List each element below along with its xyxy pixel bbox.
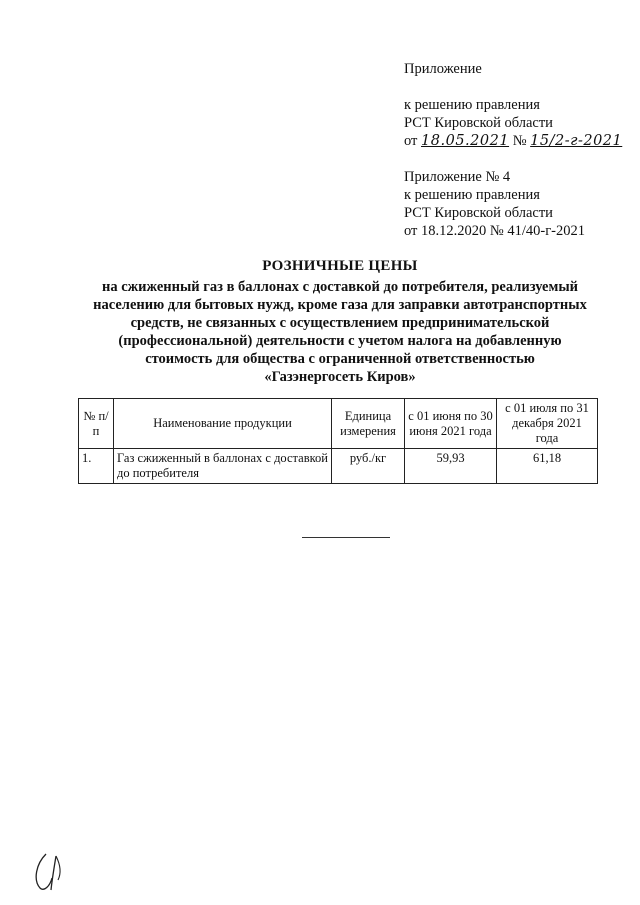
- table-row: [79, 449, 598, 484]
- decision-line-1: к решению правления: [404, 97, 540, 113]
- header-period-2: с 01 июля по 31 декабря 2021 года: [497, 399, 598, 449]
- decision-line-2: РСТ Кировской области: [404, 115, 553, 131]
- date-prefix: от: [404, 133, 418, 149]
- handwritten-number: 15/2-г-2021: [530, 133, 623, 149]
- title-line-4: (профессиональной) деятельности с учетом налога на добавленную: [118, 333, 562, 349]
- header-num: № п/п: [79, 399, 114, 449]
- title-line-1: на сжиженный газ в баллонах с доставкой до потребителя, реализуемый: [101, 279, 579, 295]
- header-unit: Единица измерения: [332, 399, 405, 449]
- row-price-1: 59,93: [405, 449, 497, 484]
- header-product: Наименование продукции: [114, 399, 332, 449]
- row-price-2: 61,18: [497, 449, 598, 484]
- decision-date-line: [404, 132, 622, 150]
- appendix-4-line-2: РСТ Кировской области: [404, 205, 553, 221]
- header-period-1: с 01 июня по 30 июня 2021 года: [405, 399, 497, 449]
- title-line-3: средств, не связанных с осуществлением предпринимательской: [130, 315, 550, 331]
- appendix-label: Приложение: [404, 61, 482, 77]
- appendix-4-line-1: к решению правления: [404, 187, 540, 203]
- row-unit: руб./кг: [332, 449, 405, 484]
- table-header-row: [79, 399, 598, 449]
- title-line-2: населению для бытовых нужд, кроме газа для заправки автотранспортных: [93, 297, 587, 313]
- title-line-6: «Газэнергосеть Киров»: [264, 369, 416, 385]
- handwritten-date: 18.05.2021: [421, 133, 510, 149]
- title-line-5: стоимость для общества с ограниченной ответственностью: [145, 351, 535, 367]
- row-product: Газ сжиженный в баллонах с доставкой до потребителя: [114, 449, 332, 484]
- price-table: [78, 398, 598, 484]
- number-sign: №: [512, 133, 527, 149]
- row-num: 1.: [79, 449, 114, 484]
- separator-line: [302, 537, 390, 538]
- appendix-4-line-3: от 18.12.2020 № 41/40-г-2021: [404, 223, 585, 239]
- appendix-4-label: Приложение № 4: [404, 169, 511, 185]
- document-title: РОЗНИЧНЫЕ ЦЕНЫ: [262, 258, 418, 274]
- handwritten-signature-icon: [32, 850, 72, 894]
